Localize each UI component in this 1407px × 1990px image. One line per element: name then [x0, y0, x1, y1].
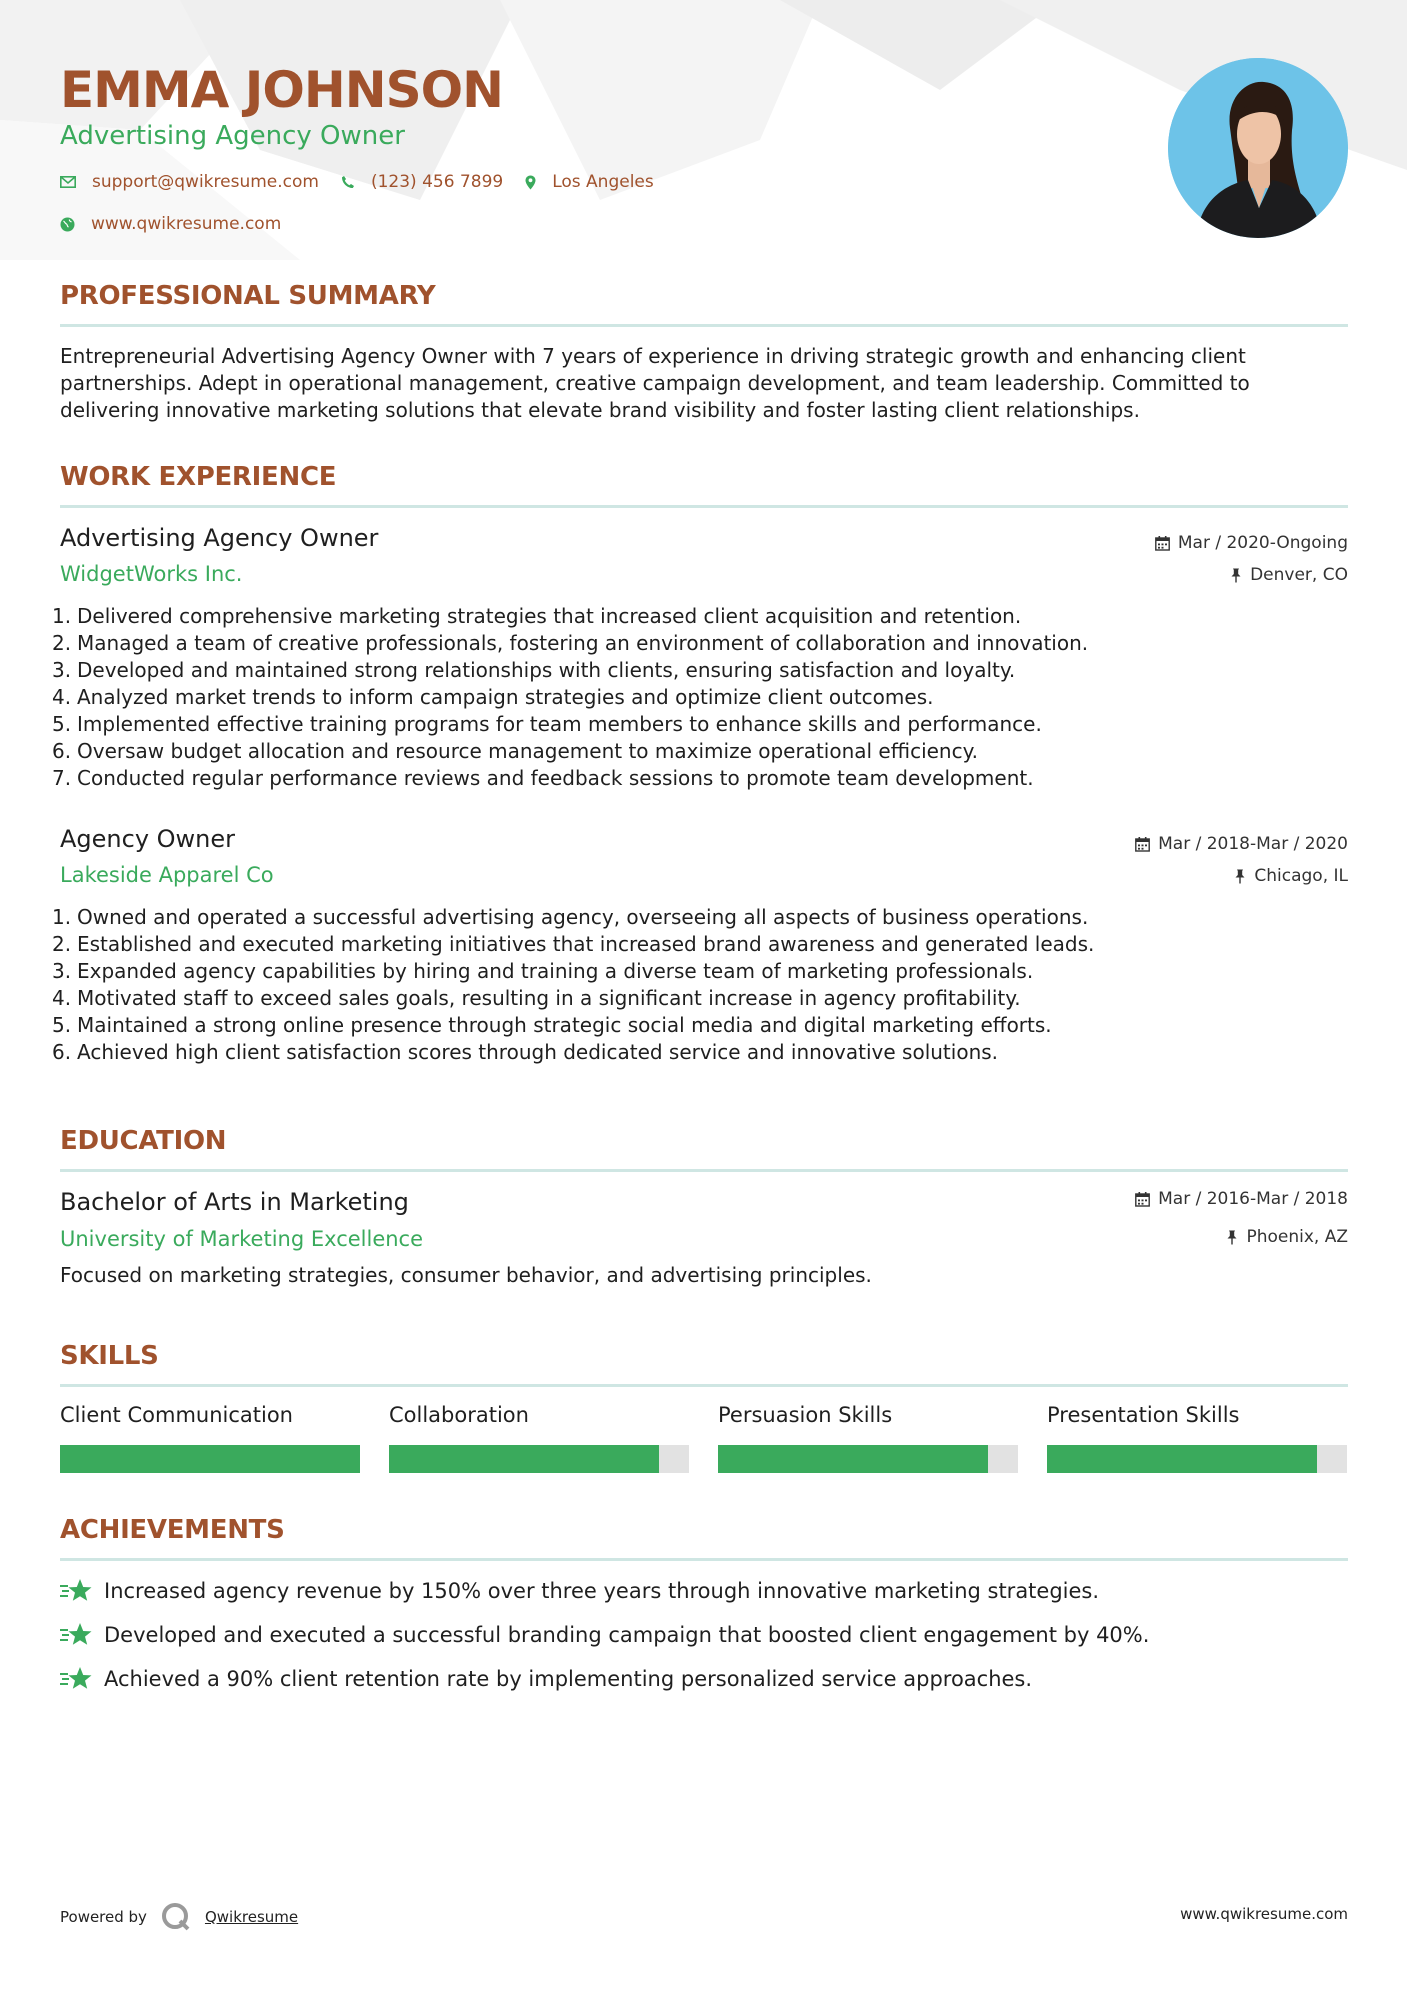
map-pin-icon: [525, 175, 536, 190]
phone-icon: [341, 175, 355, 189]
skill-name: Persuasion Skills: [718, 1403, 893, 1427]
calendar-icon: [1155, 536, 1170, 551]
achievement-text: Achieved a 90% client retention rate by implementing personalized service approaches.: [104, 1667, 1033, 1691]
phone-text: (123) 456 7899: [370, 172, 504, 192]
job-company: Lakeside Apparel Co: [60, 863, 274, 887]
pushpin-icon: [1230, 568, 1242, 583]
skill-name: Client Communication: [60, 1403, 293, 1427]
education-dates-text: Mar / 2016-Mar / 2018: [1158, 1189, 1348, 1209]
skill-item: [389, 1401, 689, 1473]
skill-level-fill: [718, 1445, 988, 1473]
job-dates-text: Mar / 2020-Ongoing: [1177, 533, 1348, 553]
skill-level-fill: [60, 1445, 360, 1473]
contact-row: [60, 172, 676, 192]
skill-level-bar: [60, 1445, 360, 1473]
candidate-title: Advertising Agency Owner: [60, 121, 405, 151]
section-heading-summary: PROFESSIONAL SUMMARY: [60, 280, 1348, 327]
skill-name: Presentation Skills: [1047, 1403, 1240, 1427]
job-dates-text: Mar / 2018-Mar / 2020: [1158, 834, 1348, 854]
list-item: 6. Oversaw budget allocation and resource management to maximize operational efficiency.: [52, 739, 978, 763]
website-text: www.qwikresume.com: [91, 214, 282, 234]
list-item: 2. Established and executed marketing initiatives that increased brand awareness and generated leads.: [52, 932, 1095, 956]
list-item: 7. Conducted regular performance reviews and feedback sessions to promote team development.: [52, 766, 1034, 790]
education-school: University of Marketing Excellence: [60, 1227, 424, 1251]
education-description: Focused on marketing strategies, consumer behavior, and advertising principles.: [60, 1263, 872, 1287]
calendar-icon: [1135, 837, 1150, 852]
job-dates: [1155, 532, 1348, 554]
job-location: [1230, 564, 1348, 586]
job-location-text: Chicago, IL: [1254, 866, 1348, 886]
job-location-text: Denver, CO: [1250, 565, 1348, 585]
footer-powered-by: [60, 1902, 298, 1932]
qwikresume-link[interactable]: Qwikresume: [204, 1908, 299, 1926]
list-item: 1. Owned and operated a successful advertising agency, overseeing all aspects of business operations.: [52, 905, 1089, 929]
job-company: WidgetWorks Inc.: [60, 562, 243, 586]
section-heading-experience: WORK EXPERIENCE: [60, 461, 1348, 508]
job-title: Agency Owner: [60, 825, 236, 853]
star-icon: [60, 1622, 94, 1648]
list-item: 1. Delivered comprehensive marketing strategies that increased client acquisition and retention.: [52, 604, 1022, 628]
summary-text: Entrepreneurial Advertising Agency Owner with 7 years of experience in driving strategic growth and enhancing client partnerships. Adept in operational management, creative campaign development, and team leadership. Committed to delivering innovative marketing solutions that elevate brand visibility and foster lasting client relationships.: [60, 344, 1250, 422]
skill-name: Collaboration: [389, 1403, 529, 1427]
list-item: 2. Managed a team of creative professionals, fostering an environment of collaboration and innovation.: [52, 631, 1089, 655]
job-responsibilities: [52, 603, 1300, 792]
profile-photo: [1168, 58, 1348, 238]
contact-location: [525, 172, 654, 192]
job-dates: [1135, 833, 1348, 855]
section-heading-skills: SKILLS: [60, 1340, 1348, 1387]
skill-level-fill: [389, 1445, 659, 1473]
list-item: 6. Achieved high client satisfaction scores through dedicated service and innovative solutions.: [52, 1040, 999, 1064]
pushpin-icon: [1226, 1230, 1238, 1245]
education-dates: [1135, 1188, 1348, 1210]
globe-icon: [60, 217, 75, 232]
pushpin-icon: [1234, 869, 1246, 884]
star-icon: [60, 1578, 94, 1604]
skill-level-fill: [1047, 1445, 1317, 1473]
qwikresume-logo-icon: [161, 1902, 191, 1932]
skill-level-bar: [389, 1445, 689, 1473]
achievement-text: Increased agency revenue by 150% over three years through innovative marketing strategies.: [104, 1579, 1100, 1603]
achievement-item: [60, 1577, 1099, 1605]
contact-phone[interactable]: [341, 172, 503, 192]
footer-website[interactable]: www.qwikresume.com: [1180, 1905, 1348, 1923]
job-title: Advertising Agency Owner: [60, 524, 379, 552]
powered-by-label: Powered by: [60, 1908, 147, 1926]
email-text: support@qwikresume.com: [92, 172, 319, 192]
list-item: 5. Maintained a strong online presence through strategic social media and digital marketing efforts.: [52, 1013, 1052, 1037]
achievement-item: [60, 1621, 1149, 1649]
list-item: 4. Analyzed market trends to inform campaign strategies and optimize client outcomes.: [52, 685, 934, 709]
list-item: 3. Developed and maintained strong relationships with clients, ensuring satisfaction and loyalty.: [52, 658, 1016, 682]
skill-item: [60, 1401, 360, 1473]
candidate-name: EMMA JOHNSON: [60, 61, 503, 119]
envelope-icon: [60, 176, 76, 188]
list-item: 3. Expanded agency capabilities by hiring and training a diverse team of marketing professionals.: [52, 959, 1034, 983]
skill-level-bar: [1047, 1445, 1347, 1473]
contact-website[interactable]: [60, 214, 281, 234]
section-heading-education: EDUCATION: [60, 1125, 1348, 1172]
section-heading-achievements: ACHIEVEMENTS: [60, 1514, 1348, 1561]
education-location-text: Phoenix, AZ: [1246, 1227, 1348, 1247]
achievement-text: Developed and executed a successful branding campaign that boosted client engagement by 40%.: [104, 1623, 1150, 1647]
star-icon: [60, 1666, 94, 1692]
education-location: [1226, 1226, 1348, 1248]
location-text: Los Angeles: [552, 172, 654, 192]
education-degree: Bachelor of Arts in Marketing: [60, 1188, 409, 1216]
list-item: 5. Implemented effective training programs for team members to enhance skills and performance.: [52, 712, 1042, 736]
contact-email[interactable]: [60, 172, 319, 192]
achievement-item: [60, 1665, 1032, 1693]
job-responsibilities: [52, 904, 1300, 1066]
calendar-icon: [1135, 1192, 1150, 1207]
skill-item: [1047, 1401, 1347, 1473]
contact-row-website: [60, 214, 303, 234]
job-location: [1234, 865, 1348, 887]
list-item: 4. Motivated staff to exceed sales goals, resulting in a significant increase in agency profitability.: [52, 986, 1021, 1010]
skill-item: [718, 1401, 1018, 1473]
skill-level-bar: [718, 1445, 1018, 1473]
